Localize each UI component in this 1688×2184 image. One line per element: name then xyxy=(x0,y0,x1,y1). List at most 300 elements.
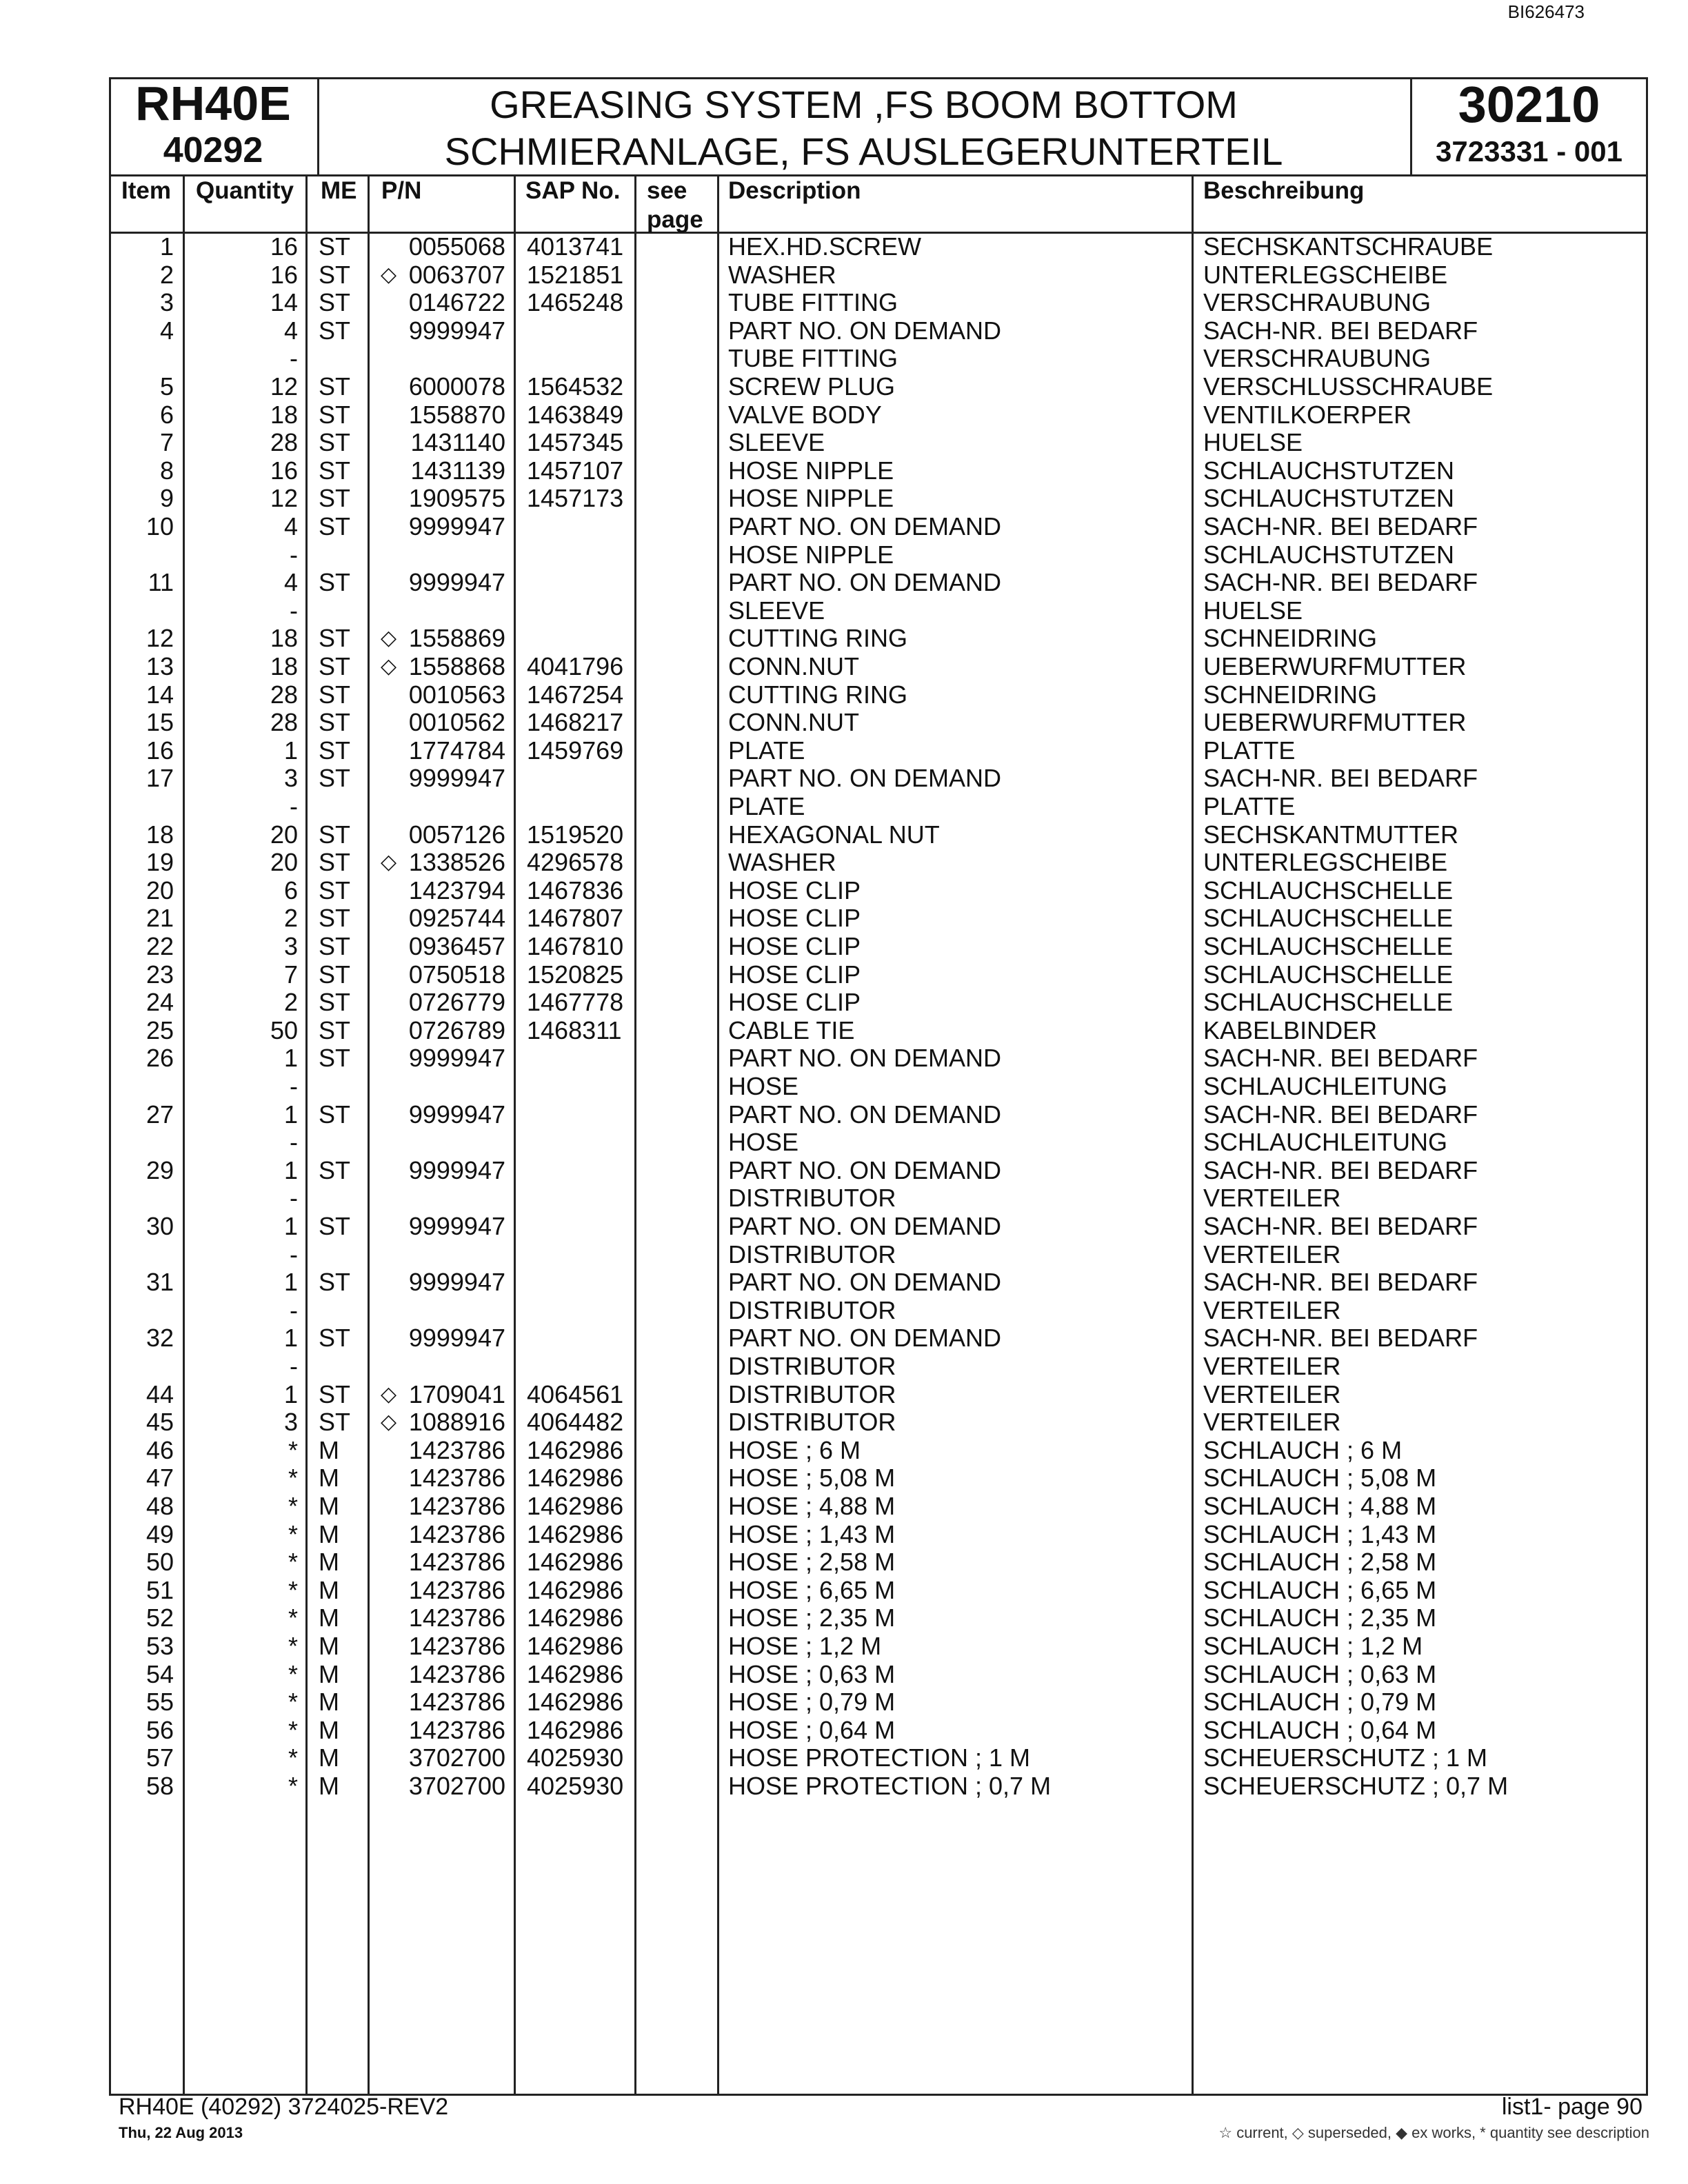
cell-item: 44 xyxy=(145,1379,174,1408)
col-divider-pn xyxy=(514,174,516,2096)
cell-pn: 1338526 xyxy=(408,848,505,877)
cell-sap: 1467778 xyxy=(527,988,624,1017)
cell-me: M xyxy=(319,1715,339,1744)
cell-quantity: - xyxy=(290,596,298,625)
cell-me: M xyxy=(319,1604,339,1632)
cell-description: HEXAGONAL NUT xyxy=(728,820,940,849)
cell-quantity: 2 xyxy=(283,904,298,933)
cell-pn: 1423786 xyxy=(408,1632,505,1660)
cell-quantity: 18 xyxy=(270,400,298,429)
cell-beschreibung: SCHEUERSCHUTZ ; 0,7 M xyxy=(1203,1772,1509,1800)
col-divider-item xyxy=(183,174,185,2096)
cell-me: ST xyxy=(319,372,351,401)
cell-sap: 4025930 xyxy=(527,1743,624,1772)
cell-sap xyxy=(527,1268,630,1297)
cell-quantity: * xyxy=(288,1548,298,1577)
cell-me: ST xyxy=(319,1044,351,1073)
cell-beschreibung: PLATTE xyxy=(1203,792,1296,820)
cell-me: ST xyxy=(319,932,351,960)
cell-beschreibung: SCHLAUCH ; 1,43 M xyxy=(1203,1519,1437,1548)
cell-beschreibung: SCHLAUCHSCHELLE xyxy=(1203,876,1454,904)
cell-description: VALVE BODY xyxy=(728,400,882,429)
cell-item: 48 xyxy=(145,1492,174,1520)
cell-item xyxy=(117,1241,174,1269)
superseded-icon: ◇ xyxy=(381,1382,397,1406)
cell-beschreibung: SCHLAUCHSTUTZEN xyxy=(1203,540,1455,569)
cell-description: HOSE ; 6 M xyxy=(728,1435,861,1464)
cell-pn: 1558869 xyxy=(408,624,505,653)
cell-me xyxy=(319,1073,367,1101)
cell-sap: 1519520 xyxy=(527,820,624,849)
cell-description: HOSE xyxy=(728,1072,799,1100)
cell-description: CABLE TIE xyxy=(728,1015,855,1044)
cell-me xyxy=(319,1353,367,1381)
cell-pn: 0925744 xyxy=(408,904,505,933)
cell-description: SLEEVE xyxy=(728,428,825,457)
cell-me: ST xyxy=(319,680,351,709)
cell-beschreibung: SCHLAUCH ; 6,65 M xyxy=(1203,1575,1437,1604)
cell-sap xyxy=(527,345,630,373)
cell-beschreibung: UNTERLEGSCHEIBE xyxy=(1203,260,1448,289)
cell-beschreibung: VENTILKOERPER xyxy=(1203,400,1412,429)
cell-me: M xyxy=(319,1435,339,1464)
cell-item: 13 xyxy=(145,652,174,680)
cell-description: HOSE ; 0,79 M xyxy=(728,1688,896,1717)
cell-sap xyxy=(527,793,630,821)
cell-quantity: 1 xyxy=(283,1044,298,1073)
cell-quantity: 50 xyxy=(270,1015,298,1044)
cell-quantity: 1 xyxy=(283,736,298,765)
cell-sap: 1462986 xyxy=(527,1688,624,1717)
cell-pn: 1558870 xyxy=(408,400,505,429)
cell-beschreibung: SCHLAUCH ; 0,64 M xyxy=(1203,1715,1437,1744)
cell-sap: 4296578 xyxy=(527,848,624,877)
cell-sap: 1462986 xyxy=(527,1519,624,1548)
cell-pn xyxy=(403,1184,505,1213)
cell-me: ST xyxy=(319,736,351,765)
cell-me: ST xyxy=(319,232,351,261)
cell-quantity: 18 xyxy=(270,652,298,680)
cell-quantity: * xyxy=(288,1659,298,1688)
cell-beschreibung: SACH-NR. BEI BEDARF xyxy=(1203,512,1478,540)
cell-description: WASHER xyxy=(728,848,836,877)
cell-pn: 9999947 xyxy=(408,764,505,793)
cell-quantity: - xyxy=(290,1072,298,1100)
cell-description: DISTRIBUTOR xyxy=(728,1240,896,1268)
cell-sap xyxy=(527,1353,630,1381)
cell-description: HOSE CLIP xyxy=(728,876,861,904)
superseded-icon: ◇ xyxy=(381,851,397,874)
cell-quantity: 1 xyxy=(283,1155,298,1184)
cell-description: DISTRIBUTOR xyxy=(728,1408,896,1437)
cell-pn: 9999947 xyxy=(408,1155,505,1184)
cell-sap xyxy=(527,569,630,597)
cell-item: 14 xyxy=(145,680,174,709)
model-number: 40292 xyxy=(163,130,263,170)
cell-item: 7 xyxy=(159,428,174,457)
cell-description: HEX.HD.SCREW xyxy=(728,232,922,261)
cell-item xyxy=(117,1184,174,1213)
cell-me: ST xyxy=(319,1379,351,1408)
cell-item: 19 xyxy=(145,848,174,877)
cell-me: M xyxy=(319,1772,339,1800)
cell-pn xyxy=(403,793,505,821)
cell-pn: 0726789 xyxy=(408,1015,505,1044)
cell-quantity: 28 xyxy=(270,680,298,709)
cell-sap xyxy=(527,1241,630,1269)
cell-pn: 1423786 xyxy=(408,1435,505,1464)
cell-beschreibung: KABELBINDER xyxy=(1203,1015,1378,1044)
cell-sap xyxy=(527,1129,630,1157)
cell-sap xyxy=(527,513,630,541)
cell-description: PART NO. ON DEMAND xyxy=(728,1324,1002,1353)
cell-sap: 4064482 xyxy=(527,1408,624,1437)
cell-me: ST xyxy=(319,428,351,457)
cell-item: 6 xyxy=(159,400,174,429)
cell-sap xyxy=(527,541,630,569)
cell-item: 4 xyxy=(159,316,174,345)
cell-quantity: 7 xyxy=(283,960,298,989)
cell-quantity: 1 xyxy=(283,1379,298,1408)
column-header-pn: P/N xyxy=(381,177,422,204)
cell-beschreibung: SACH-NR. BEI BEDARF xyxy=(1203,568,1478,597)
cell-quantity: 12 xyxy=(270,372,298,401)
cell-me: ST xyxy=(319,1212,351,1240)
cell-sap: 4013741 xyxy=(527,232,624,261)
document-number: 3723331 - 001 xyxy=(1436,135,1622,168)
cell-description: HOSE ; 1,2 M xyxy=(728,1632,882,1660)
cell-description: DISTRIBUTOR xyxy=(728,1184,896,1213)
cell-beschreibung: VERTEILER xyxy=(1203,1379,1341,1408)
cell-quantity: * xyxy=(288,1435,298,1464)
cell-quantity: 4 xyxy=(283,512,298,540)
cell-pn: 1423786 xyxy=(408,1575,505,1604)
footer-date: Thu, 22 Aug 2013 xyxy=(119,2124,243,2141)
cell-me: ST xyxy=(319,484,351,513)
cell-beschreibung: VERTEILER xyxy=(1203,1295,1341,1324)
cell-pn xyxy=(403,541,505,569)
cell-quantity: 18 xyxy=(270,624,298,653)
superseded-icon: ◇ xyxy=(381,627,397,650)
cell-me: M xyxy=(319,1548,339,1577)
cell-pn: 0055068 xyxy=(408,232,505,261)
cell-beschreibung: SECHSKANTSCHRAUBE xyxy=(1203,232,1494,261)
cell-me: ST xyxy=(319,1015,351,1044)
cell-item: 29 xyxy=(145,1155,174,1184)
cell-description: DISTRIBUTOR xyxy=(728,1379,896,1408)
cell-pn: 1709041 xyxy=(408,1379,505,1408)
cell-item: 25 xyxy=(145,1015,174,1044)
cell-description: HOSE NIPPLE xyxy=(728,540,894,569)
cell-item: 1 xyxy=(159,232,174,261)
cell-me xyxy=(319,1241,367,1269)
cell-item: 10 xyxy=(145,512,174,540)
cell-me: ST xyxy=(319,960,351,989)
cell-beschreibung: SACH-NR. BEI BEDARF xyxy=(1203,764,1478,793)
cell-description: CUTTING RING xyxy=(728,624,907,653)
cell-pn: 9999947 xyxy=(408,512,505,540)
col-divider-sap xyxy=(634,174,636,2096)
cell-beschreibung: SCHEUERSCHUTZ ; 1 M xyxy=(1203,1743,1488,1772)
cell-me: ST xyxy=(319,904,351,933)
cell-quantity: - xyxy=(290,1128,298,1157)
cell-me: ST xyxy=(319,456,351,485)
cell-item: 23 xyxy=(145,960,174,989)
cell-beschreibung: VERTEILER xyxy=(1203,1408,1341,1437)
group-number: 30210 xyxy=(1458,76,1600,133)
cell-quantity: - xyxy=(290,344,298,373)
cell-me: ST xyxy=(319,400,351,429)
cell-beschreibung: SCHLAUCHSTUTZEN xyxy=(1203,484,1455,513)
cell-quantity: 16 xyxy=(270,260,298,289)
cell-quantity: * xyxy=(288,1772,298,1800)
cell-quantity: 2 xyxy=(283,988,298,1017)
cell-pn xyxy=(403,345,505,373)
column-header-quantity: Quantity xyxy=(196,177,294,204)
cell-description: HOSE CLIP xyxy=(728,988,861,1017)
cell-item: 3 xyxy=(159,288,174,317)
cell-item: 56 xyxy=(145,1715,174,1744)
cell-item: 54 xyxy=(145,1659,174,1688)
cell-item: 2 xyxy=(159,260,174,289)
cell-description: HOSE CLIP xyxy=(728,932,861,960)
cell-pn xyxy=(403,1297,505,1325)
cell-pn: 1423786 xyxy=(408,1604,505,1632)
cell-description: HOSE ; 2,58 M xyxy=(728,1548,896,1577)
cell-beschreibung: SACH-NR. BEI BEDARF xyxy=(1203,1155,1478,1184)
cell-sap xyxy=(527,1073,630,1101)
cell-me: ST xyxy=(319,1408,351,1437)
cell-pn: 1423786 xyxy=(408,1715,505,1744)
cell-me: ST xyxy=(319,512,351,540)
cell-quantity: 4 xyxy=(283,316,298,345)
cell-item: 12 xyxy=(145,624,174,653)
cell-description: PART NO. ON DEMAND xyxy=(728,1044,1002,1073)
cell-beschreibung: SACH-NR. BEI BEDARF xyxy=(1203,1100,1478,1129)
cell-item xyxy=(117,541,174,569)
cell-item xyxy=(117,793,174,821)
cell-item: 52 xyxy=(145,1604,174,1632)
cell-description: SLEEVE xyxy=(728,596,825,625)
cell-quantity: 6 xyxy=(283,876,298,904)
col-divider-me xyxy=(368,174,370,2096)
cell-description: PART NO. ON DEMAND xyxy=(728,1155,1002,1184)
cell-me: M xyxy=(319,1492,339,1520)
cell-sap xyxy=(527,1297,630,1325)
cell-pn: 1431140 xyxy=(410,428,505,457)
cell-sap: 1564532 xyxy=(527,372,624,401)
footer-doc-ref: RH40E (40292) 3724025-REV2 xyxy=(119,2094,449,2120)
cell-beschreibung: SCHLAUCHSCHELLE xyxy=(1203,904,1454,933)
cell-description: HOSE xyxy=(728,1128,799,1157)
cell-quantity: 3 xyxy=(283,932,298,960)
cell-description: HOSE PROTECTION ; 1 M xyxy=(728,1743,1031,1772)
cell-beschreibung: SCHLAUCH ; 2,35 M xyxy=(1203,1604,1437,1632)
cell-description: HOSE PROTECTION ; 0,7 M xyxy=(728,1772,1052,1800)
cell-me: ST xyxy=(319,316,351,345)
cell-pn xyxy=(403,1073,505,1101)
cell-pn: 0146722 xyxy=(408,288,505,317)
cell-quantity: 28 xyxy=(270,708,298,737)
cell-beschreibung: SCHLAUCHSCHELLE xyxy=(1203,932,1454,960)
cell-beschreibung: VERTEILER xyxy=(1203,1240,1341,1268)
cell-sap: 1462986 xyxy=(527,1435,624,1464)
cell-pn: 9999947 xyxy=(408,1324,505,1353)
cell-beschreibung: HUELSE xyxy=(1203,596,1303,625)
cell-beschreibung: SCHNEIDRING xyxy=(1203,680,1378,709)
cell-me: M xyxy=(319,1688,339,1717)
cell-beschreibung: HUELSE xyxy=(1203,428,1303,457)
cell-description: PART NO. ON DEMAND xyxy=(728,512,1002,540)
model-name: RH40E xyxy=(135,77,291,130)
column-header-item: Item xyxy=(121,177,171,204)
cell-item: 30 xyxy=(145,1212,174,1240)
cell-me: M xyxy=(319,1575,339,1604)
cell-description: DISTRIBUTOR xyxy=(728,1352,896,1380)
cell-quantity: 1 xyxy=(283,1324,298,1353)
cell-description: HOSE ; 2,35 M xyxy=(728,1604,896,1632)
cell-quantity: * xyxy=(288,1519,298,1548)
cell-item: 5 xyxy=(159,372,174,401)
cell-pn: 0063707 xyxy=(408,260,505,289)
cell-beschreibung: SCHNEIDRING xyxy=(1203,624,1378,653)
cell-description: PART NO. ON DEMAND xyxy=(728,316,1002,345)
cell-description: TUBE FITTING xyxy=(728,344,898,373)
cell-beschreibung: UEBERWURFMUTTER xyxy=(1203,708,1467,737)
cell-item: 11 xyxy=(148,568,174,597)
cell-me xyxy=(319,793,367,821)
cell-pn: 1423786 xyxy=(408,1688,505,1717)
cell-description: PLATE xyxy=(728,792,805,820)
cell-item: 21 xyxy=(145,904,174,933)
cell-sap: 1521851 xyxy=(527,260,624,289)
cell-item: 24 xyxy=(145,988,174,1017)
cell-quantity: 12 xyxy=(270,484,298,513)
cell-item: 49 xyxy=(145,1519,174,1548)
cell-pn: 1423794 xyxy=(408,876,505,904)
cell-beschreibung: SCHLAUCH ; 0,79 M xyxy=(1203,1688,1437,1717)
cell-item xyxy=(117,597,174,625)
cell-description: HOSE ; 0,63 M xyxy=(728,1659,896,1688)
cell-quantity: 3 xyxy=(283,1408,298,1437)
cell-item: 57 xyxy=(145,1743,174,1772)
cell-me: ST xyxy=(319,568,351,597)
cell-description: HOSE CLIP xyxy=(728,960,861,989)
cell-beschreibung: SCHLAUCHSTUTZEN xyxy=(1203,456,1455,485)
cell-pn: 9999947 xyxy=(408,1100,505,1129)
cell-sap: 1457107 xyxy=(527,456,624,485)
cell-beschreibung: UEBERWURFMUTTER xyxy=(1203,652,1467,680)
cell-pn xyxy=(403,597,505,625)
cell-beschreibung: SACH-NR. BEI BEDARF xyxy=(1203,316,1478,345)
column-header-beschreibung: Beschreibung xyxy=(1203,177,1365,204)
cell-pn xyxy=(403,1241,505,1269)
cell-sap: 4025930 xyxy=(527,1772,624,1800)
cell-me: ST xyxy=(319,652,351,680)
cell-quantity: * xyxy=(288,1604,298,1632)
cell-item: 15 xyxy=(145,708,174,737)
cell-item: 58 xyxy=(145,1772,174,1800)
cell-pn: 0010562 xyxy=(408,708,505,737)
cell-pn: 1423786 xyxy=(408,1659,505,1688)
cell-beschreibung: VERSCHRAUBUNG xyxy=(1203,344,1431,373)
column-header-description: Description xyxy=(728,177,861,204)
cell-sap xyxy=(527,317,630,345)
cell-description: HOSE ; 5,08 M xyxy=(728,1464,896,1493)
cell-sap xyxy=(527,597,630,625)
cell-quantity: - xyxy=(290,1295,298,1324)
cell-description: HOSE ; 4,88 M xyxy=(728,1492,896,1520)
cell-me: ST xyxy=(319,1155,351,1184)
cell-me: ST xyxy=(319,1100,351,1129)
cell-quantity: 1 xyxy=(283,1268,298,1297)
cell-quantity: 14 xyxy=(270,288,298,317)
cell-item: 31 xyxy=(145,1268,174,1297)
cell-description: HOSE ; 6,65 M xyxy=(728,1575,896,1604)
cell-sap: 1463849 xyxy=(527,400,624,429)
cell-description: PART NO. ON DEMAND xyxy=(728,764,1002,793)
cell-quantity: * xyxy=(288,1688,298,1717)
column-header-me: ME xyxy=(321,177,357,204)
cell-sap: 1457173 xyxy=(527,484,624,513)
cell-beschreibung: SCHLAUCH ; 4,88 M xyxy=(1203,1492,1437,1520)
col-divider-desc xyxy=(1192,174,1194,2096)
cell-sap: 1457345 xyxy=(527,428,624,457)
cell-pn: 9999947 xyxy=(408,568,505,597)
cell-beschreibung: VERTEILER xyxy=(1203,1352,1341,1380)
column-header-sap: SAP No. xyxy=(525,177,621,204)
cell-item: 46 xyxy=(145,1435,174,1464)
cell-me: ST xyxy=(319,288,351,317)
cell-beschreibung: SACH-NR. BEI BEDARF xyxy=(1203,1212,1478,1240)
cell-pn: 9999947 xyxy=(408,1044,505,1073)
cell-sap: 1462986 xyxy=(527,1632,624,1660)
cell-beschreibung: SCHLAUCH ; 2,58 M xyxy=(1203,1548,1437,1577)
cell-sap: 1468311 xyxy=(527,1015,622,1044)
cell-description: HOSE ; 0,64 M xyxy=(728,1715,896,1744)
cell-beschreibung: SCHLAUCH ; 1,2 M xyxy=(1203,1632,1423,1660)
cell-me xyxy=(319,345,367,373)
cell-me: ST xyxy=(319,820,351,849)
cell-me: M xyxy=(319,1632,339,1660)
cell-sap: 1520825 xyxy=(527,960,624,989)
cell-item: 20 xyxy=(145,876,174,904)
cell-item: 8 xyxy=(159,456,174,485)
cell-pn: 1088916 xyxy=(408,1408,505,1437)
cell-beschreibung: SCHLAUCHLEITUNG xyxy=(1203,1072,1448,1100)
cell-sap xyxy=(527,1184,630,1213)
cell-sap xyxy=(527,1324,630,1353)
cell-sap xyxy=(527,1213,630,1241)
document-id: BI626473 xyxy=(1507,1,1585,22)
cell-description: CONN.NUT xyxy=(728,708,859,737)
cell-item: 45 xyxy=(145,1408,174,1437)
cell-sap: 1465248 xyxy=(527,288,624,317)
cell-beschreibung: VERTEILER xyxy=(1203,1184,1341,1213)
cell-quantity: * xyxy=(288,1575,298,1604)
cell-pn: 6000078 xyxy=(408,372,505,401)
cell-pn: 1909575 xyxy=(408,484,505,513)
cell-pn: 3702700 xyxy=(408,1743,505,1772)
cell-pn: 0936457 xyxy=(408,932,505,960)
cell-description: TUBE FITTING xyxy=(728,288,898,317)
cell-me: ST xyxy=(319,848,351,877)
cell-beschreibung: SCHLAUCH ; 6 M xyxy=(1203,1435,1403,1464)
cell-pn: 0750518 xyxy=(408,960,505,989)
cell-pn: 9999947 xyxy=(408,1212,505,1240)
cell-beschreibung: SACH-NR. BEI BEDARF xyxy=(1203,1324,1478,1353)
cell-item: 51 xyxy=(145,1575,174,1604)
